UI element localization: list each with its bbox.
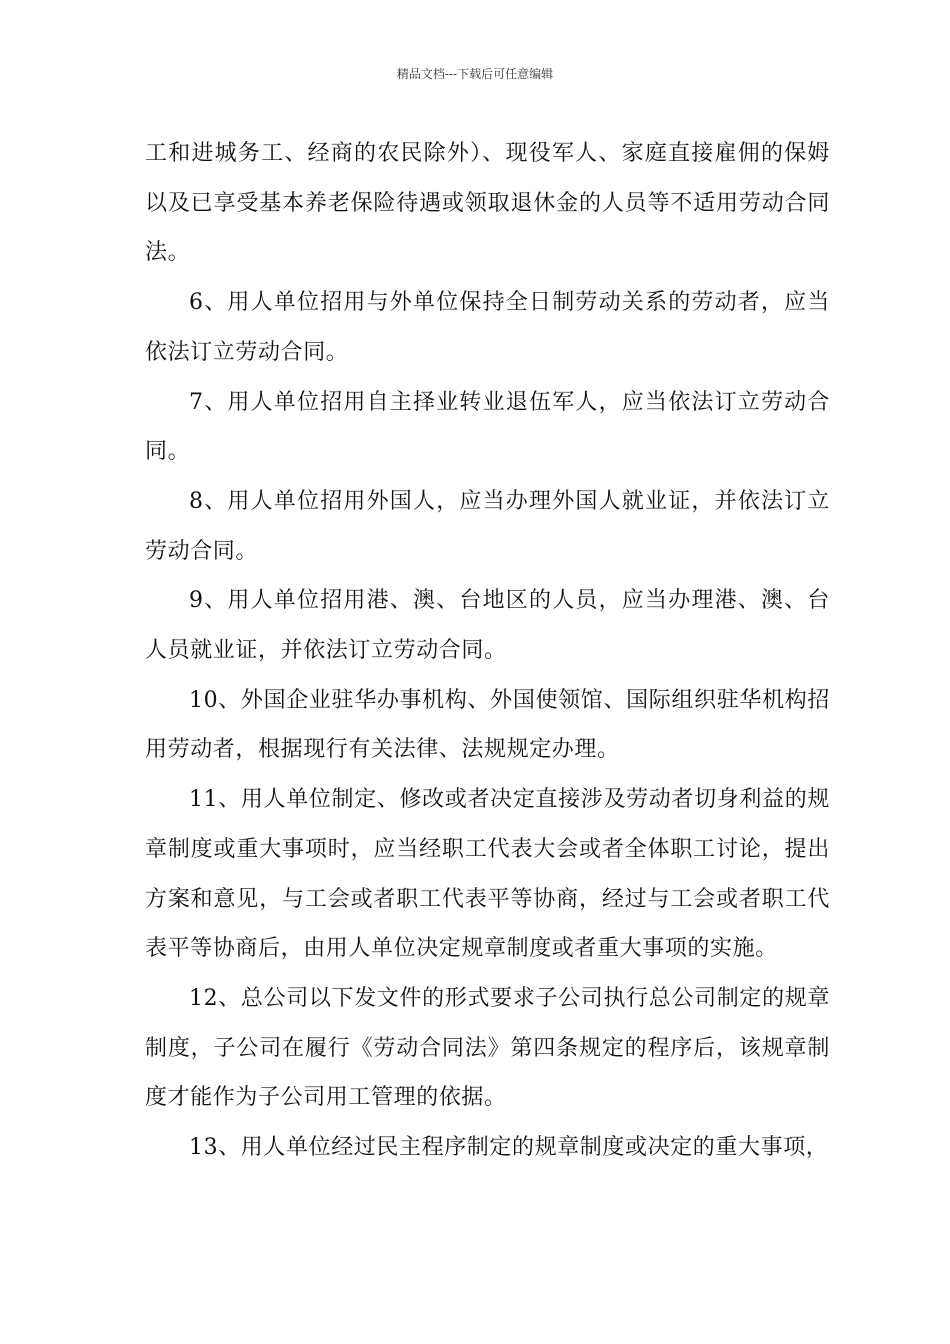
document-body bbox=[145, 129, 830, 1173]
paragraph-item-11: 11、用人单位制定、修改或者决定直接涉及劳动者切身利益的规章制度或重大事项时，应当经职工代表大会或者全体职工讨论，提出方案和意见，与工会或者职工代表平等协商，经过与工会或者职工代表平等协商后，由用人单位决定规章制度或者重大事项的实施。 bbox=[145, 787, 830, 962]
paragraph-continued: 工和进城务工、经商的农民除外）、现役军人、家庭直接雇佣的保姆以及已享受基本养老保险待遇或领取退休金的人员等不适用劳动合同法。 bbox=[145, 141, 830, 266]
paragraph-item-10: 10、外国企业驻华办事机构、外国使领馆、国际组织驻华机构招用劳动者，根据现行有关法律、法规规定办理。 bbox=[145, 687, 830, 763]
paragraph-item-12: 12、总公司以下发文件的形式要求子公司执行总公司制定的规章制度，子公司在履行《劳动合同法》第四条规定的程序后，该规章制度才能作为子公司用工管理的依据。 bbox=[145, 985, 830, 1111]
paragraph-item-13: 13、用人单位经过民主程序制定的规章制度或决定的重大事项， bbox=[189, 1135, 829, 1161]
paragraph-item-9: 9、用人单位招用港、澳、台地区的人员，应当办理港、澳、台人员就业证，并依法订立劳动合同。 bbox=[145, 588, 830, 664]
paragraph-item-7: 7、用人单位招用自主择业转业退伍军人，应当依法订立劳动合同。 bbox=[145, 389, 830, 465]
paragraph-item-8: 8、用人单位招用外国人，应当办理外国人就业证，并依法订立劳动合同。 bbox=[145, 488, 830, 564]
page-header: 精品文档---下载后可任意编辑 bbox=[396, 67, 554, 81]
paragraph-item-6: 6、用人单位招用与外单位保持全日制劳动关系的劳动者，应当依法订立劳动合同。 bbox=[145, 290, 830, 365]
